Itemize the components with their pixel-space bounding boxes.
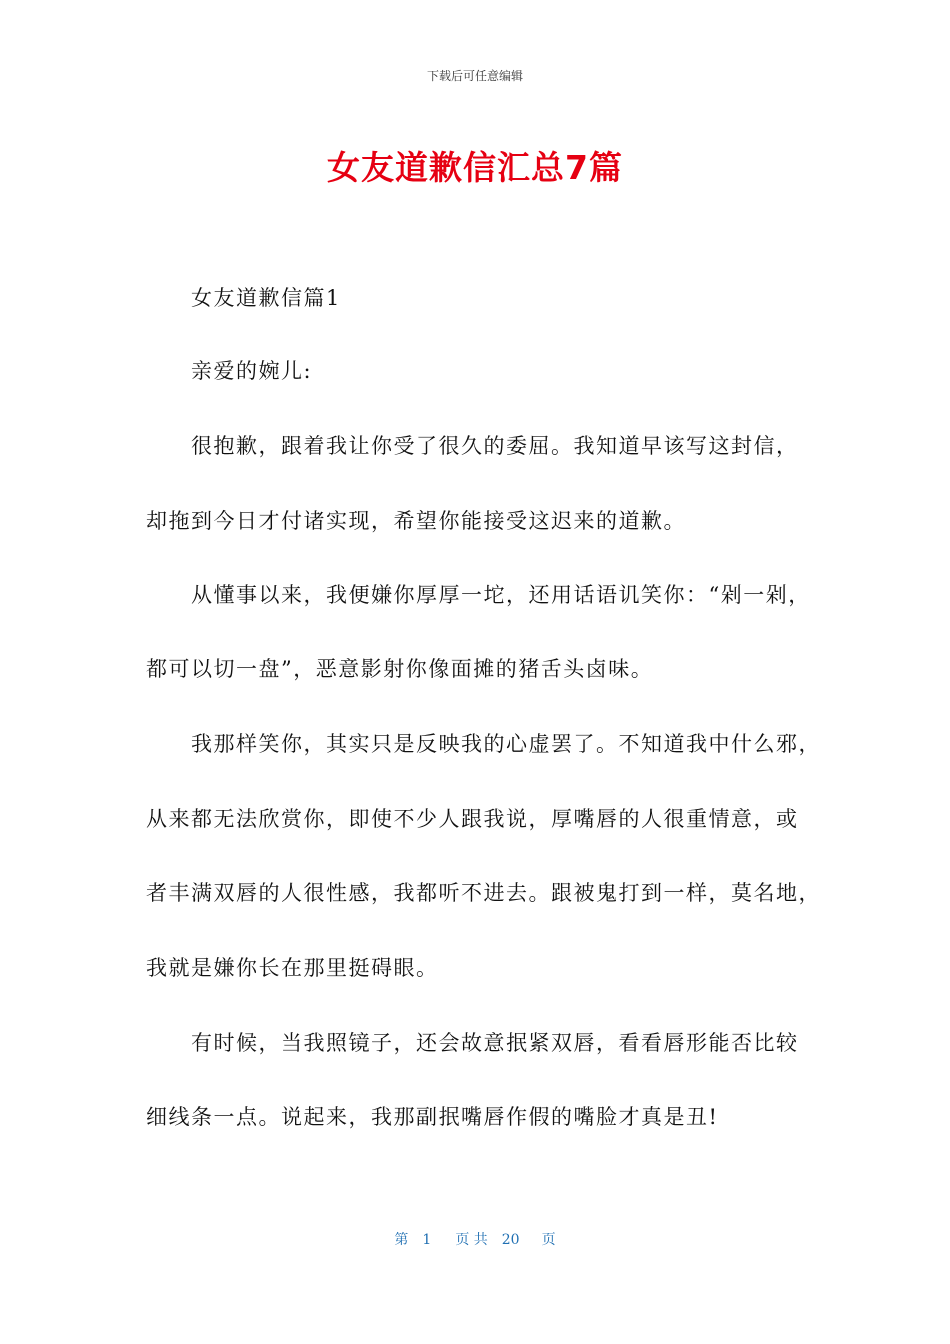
salutation: 亲爱的婉儿:: [191, 359, 313, 383]
footer-prefix: 第: [394, 1232, 409, 1248]
paragraph-line: 者丰满双唇的人很性感，我都听不进去。跟被鬼打到一样，莫名地，: [146, 881, 821, 905]
paragraph-line: 从来都无法欣赏你，即使不少人跟我说，厚嘴唇的人很重情意，或: [146, 807, 799, 831]
page-footer: [0, 1229, 950, 1249]
paragraph-line: 我那样笑你，其实只是反映我的心虚罢了。不知道我中什么邪，: [191, 732, 821, 756]
paragraph-line: 有时候，当我照镜子，还会故意抿紧双唇，看看唇形能否比较: [191, 1031, 799, 1055]
section-heading: 女友道歉信篇1: [191, 286, 341, 310]
total-page-count: 20: [501, 1232, 520, 1248]
footer-suffix: 页: [541, 1232, 556, 1248]
header-note: 下载后可任意编辑: [426, 69, 523, 83]
document-title: 女友道歉信汇总7篇: [327, 148, 623, 187]
footer-middle: 页 共: [455, 1232, 488, 1248]
paragraph-line: 都可以切一盘”，恶意影射你像面摊的猪舌头卤味。: [146, 657, 654, 681]
paragraph-line: 很抱歉，跟着我让你受了很久的委屈。我知道早该写这封信，: [191, 434, 799, 458]
paragraph-line: 我就是嫌你长在那里挺碍眼。: [146, 956, 439, 980]
paragraph-line: 细线条一点。说起来，我那副抿嘴唇作假的嘴脸才真是丑!: [146, 1105, 719, 1129]
paragraph-line: 却拖到今日才付诸实现，希望你能接受这迟来的道歉。: [146, 509, 686, 533]
current-page-number: 1: [422, 1232, 432, 1248]
paragraph-line: 从懂事以来，我便嫌你厚厚一坨，还用话语讥笑你：“剁一剁，: [191, 583, 811, 607]
